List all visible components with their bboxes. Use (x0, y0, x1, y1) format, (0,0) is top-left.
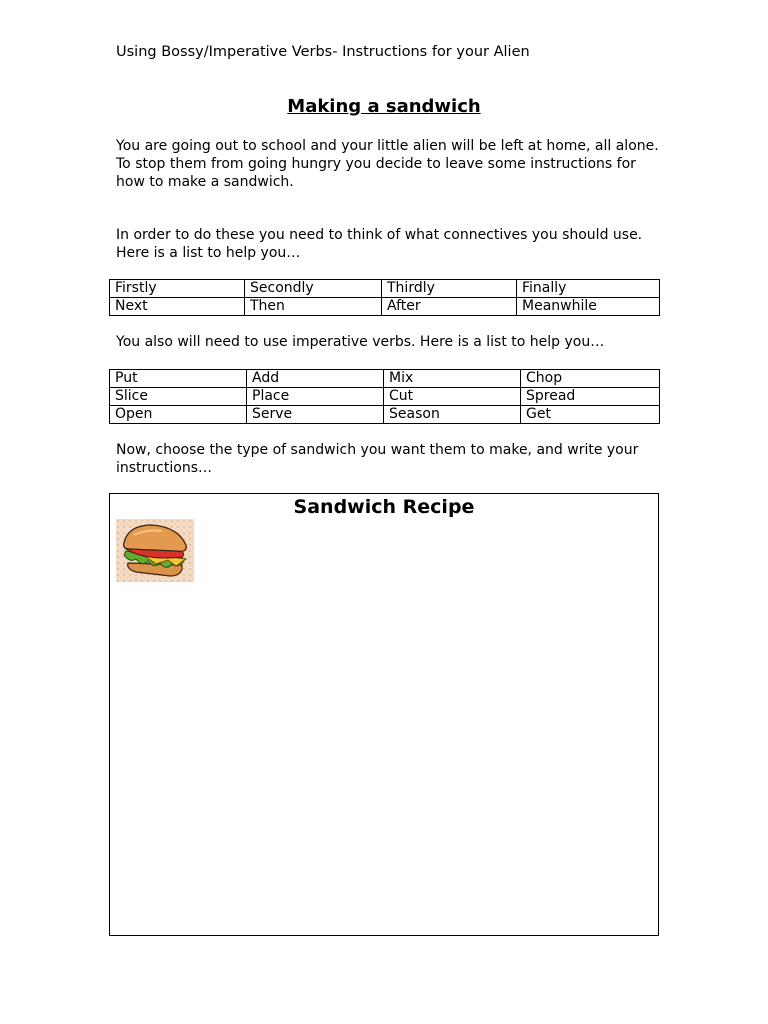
connective-cell: Thirdly (382, 280, 517, 298)
verb-cell: Put (110, 370, 247, 388)
connectives-intro-line: Here is a list to help you… (116, 245, 301, 261)
connective-cell: Meanwhile (517, 298, 660, 316)
table-row (110, 370, 660, 388)
verb-cell: Mix (384, 370, 521, 388)
verb-cell: Open (110, 406, 247, 424)
table-row (110, 406, 660, 424)
connective-cell: Firstly (110, 280, 245, 298)
verb-cell: Cut (384, 388, 521, 406)
table-row (110, 280, 660, 298)
verb-cell: Serve (247, 406, 384, 424)
connective-cell: After (382, 298, 517, 316)
connective-cell: Finally (517, 280, 660, 298)
verbs-intro-line: You also will need to use imperative verbs. Here is a list to help you… (116, 334, 605, 350)
recipe-writing-area[interactable] (109, 493, 659, 936)
connective-cell: Secondly (245, 280, 382, 298)
verbs-table (109, 369, 660, 424)
connective-cell: Next (110, 298, 245, 316)
recipe-title: Sandwich Recipe (293, 496, 475, 518)
sandwich-icon (116, 519, 194, 582)
intro-line: You are going out to school and your little alien will be left at home, all alone. (116, 138, 659, 154)
verbs-intro (116, 333, 661, 351)
worksheet-header: Using Bossy/Imperative Verbs- Instructions for your Alien (116, 44, 530, 60)
connective-cell: Then (245, 298, 382, 316)
connectives-intro-line: In order to do these you need to think of what connectives you should use. (116, 227, 643, 243)
connectives-table (109, 279, 660, 316)
intro-line: how to make a sandwich. (116, 174, 294, 190)
table-row (110, 388, 660, 406)
page-title: Making a sandwich (287, 96, 481, 117)
choose-intro-line: instructions… (116, 460, 212, 476)
verb-cell: Get (521, 406, 660, 424)
verb-cell: Add (247, 370, 384, 388)
verb-cell: Slice (110, 388, 247, 406)
intro-paragraph (116, 137, 661, 191)
verb-cell: Place (247, 388, 384, 406)
verb-cell: Season (384, 406, 521, 424)
verb-cell: Spread (521, 388, 660, 406)
intro-line: To stop them from going hungry you decide to leave some instructions for (116, 156, 636, 172)
verb-cell: Chop (521, 370, 660, 388)
connectives-intro (116, 226, 661, 262)
choose-intro (116, 441, 661, 477)
table-row (110, 298, 660, 316)
choose-intro-line: Now, choose the type of sandwich you want them to make, and write your (116, 442, 639, 458)
